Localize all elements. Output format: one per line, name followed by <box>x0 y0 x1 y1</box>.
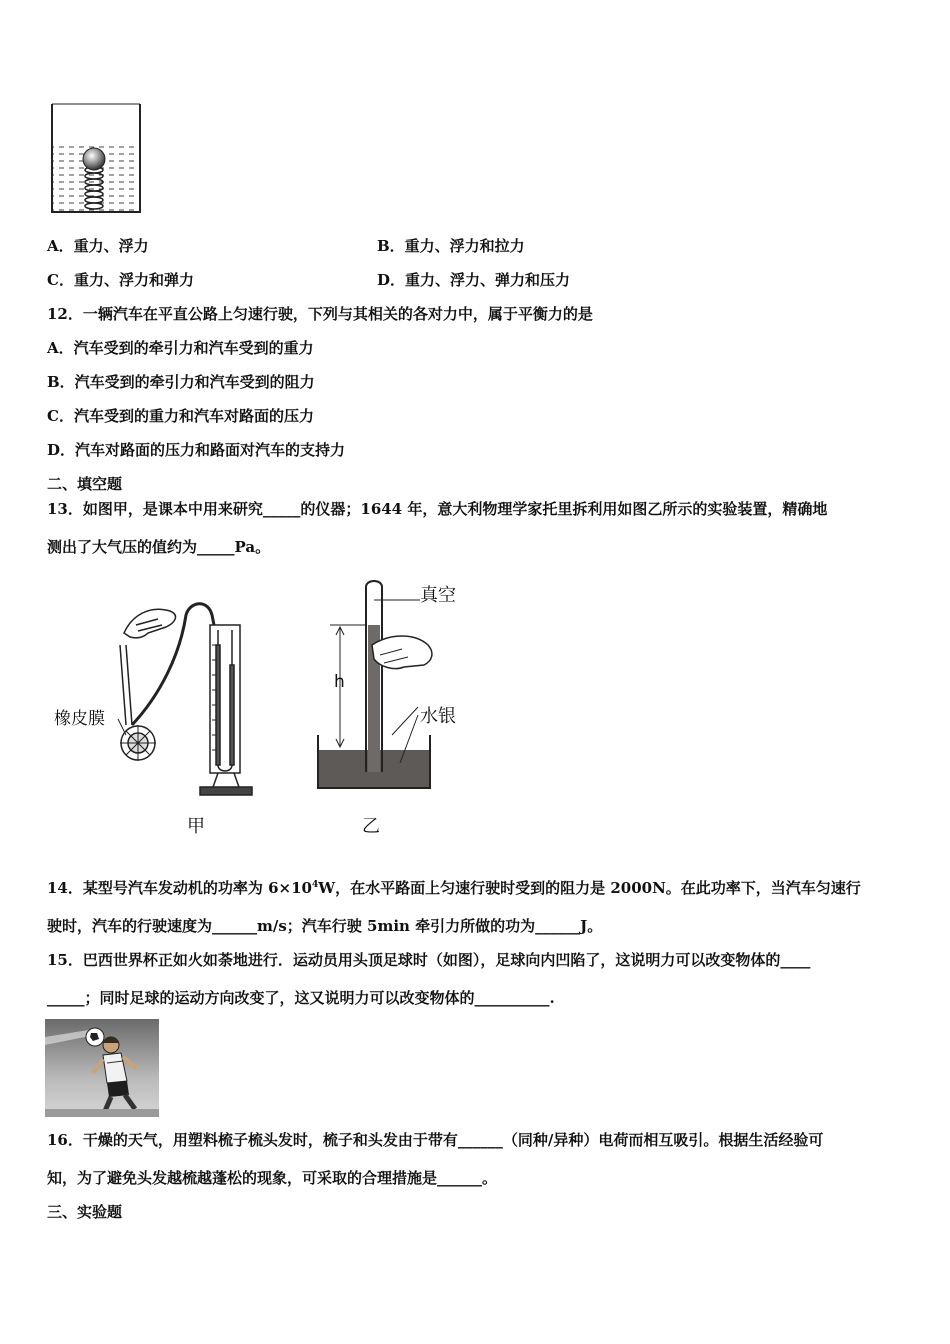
q11-option-a: A．重力、浮力 <box>47 237 149 255</box>
spring-ball-container-figure <box>48 102 144 216</box>
q16-line-2: 知，为了避免头发越梳越蓬松的现象，可采取的合理措施是______。 <box>47 1169 498 1187</box>
u-tube-manometer <box>120 604 252 795</box>
q13-line-1: 13．如图甲，是课本中用来研究_____的仪器；1644 年，意大利物理学家托里拆利用如图乙所示的实验装置，精确地 <box>47 500 828 518</box>
section-2-heading: 二、填空题 <box>47 475 123 493</box>
label-vacuum: 真空 <box>420 585 456 606</box>
q12-option-c: C．汽车受到的重力和汽车对路面的压力 <box>47 407 314 425</box>
q16-line-1: 16．干燥的天气，用塑料梳子梳头发时，梳子和头发由于带有______（同种/异种）电荷而相互吸引。根据生活经验可 <box>47 1131 824 1149</box>
q11-option-c: C．重力、浮力和弹力 <box>47 271 194 289</box>
caption-jia: 甲 <box>187 816 205 837</box>
q11-option-b: B．重力、浮力和拉力 <box>377 237 525 255</box>
q12-option-a: A．汽车受到的牵引力和汽车受到的重力 <box>47 339 314 357</box>
q14-line-1: 14．某型号汽车发动机的功率为 $6\times 10^4W$，在水平路面上匀速行驶时受到的阻力是 2000N。在此功率下，当汽车匀速行 <box>47 879 861 897</box>
label-h: h <box>334 672 345 692</box>
q12-option-b: B．汽车受到的牵引力和汽车受到的阻力 <box>47 373 315 391</box>
label-rubber-membrane: 橡皮膜 <box>54 709 105 729</box>
q11-option-d: D．重力、浮力、弹力和压力 <box>377 271 571 289</box>
label-mercury: 水银 <box>420 706 456 727</box>
q15-line-1: 15．巴西世界杯正如火如荼地进行．运动员用头顶足球时（如图），足球向内凹陷了，这说明力可以改变物体的____ <box>47 951 811 969</box>
section-3-heading: 三、实验题 <box>47 1203 123 1221</box>
q12-stem: 12．一辆汽车在平直公路上匀速行驶，下列与其相关的各对力中，属于平衡力的是 <box>47 305 593 323</box>
q14-line-2: 驶时，汽车的行驶速度为______m/s；汽车行驶 5min 牵引力所做的功为______J。 <box>47 917 603 935</box>
q13-line-2: 测出了大气压的值约为_____Pa。 <box>47 538 271 556</box>
soccer-header-photo <box>45 1019 159 1117</box>
q12-option-d: D．汽车对路面的压力和路面对汽车的支持力 <box>47 441 346 459</box>
q15-line-2: _____；同时足球的运动方向改变了，这又说明力可以改变物体的__________. <box>47 989 555 1007</box>
caption-yi: 乙 <box>362 816 380 837</box>
